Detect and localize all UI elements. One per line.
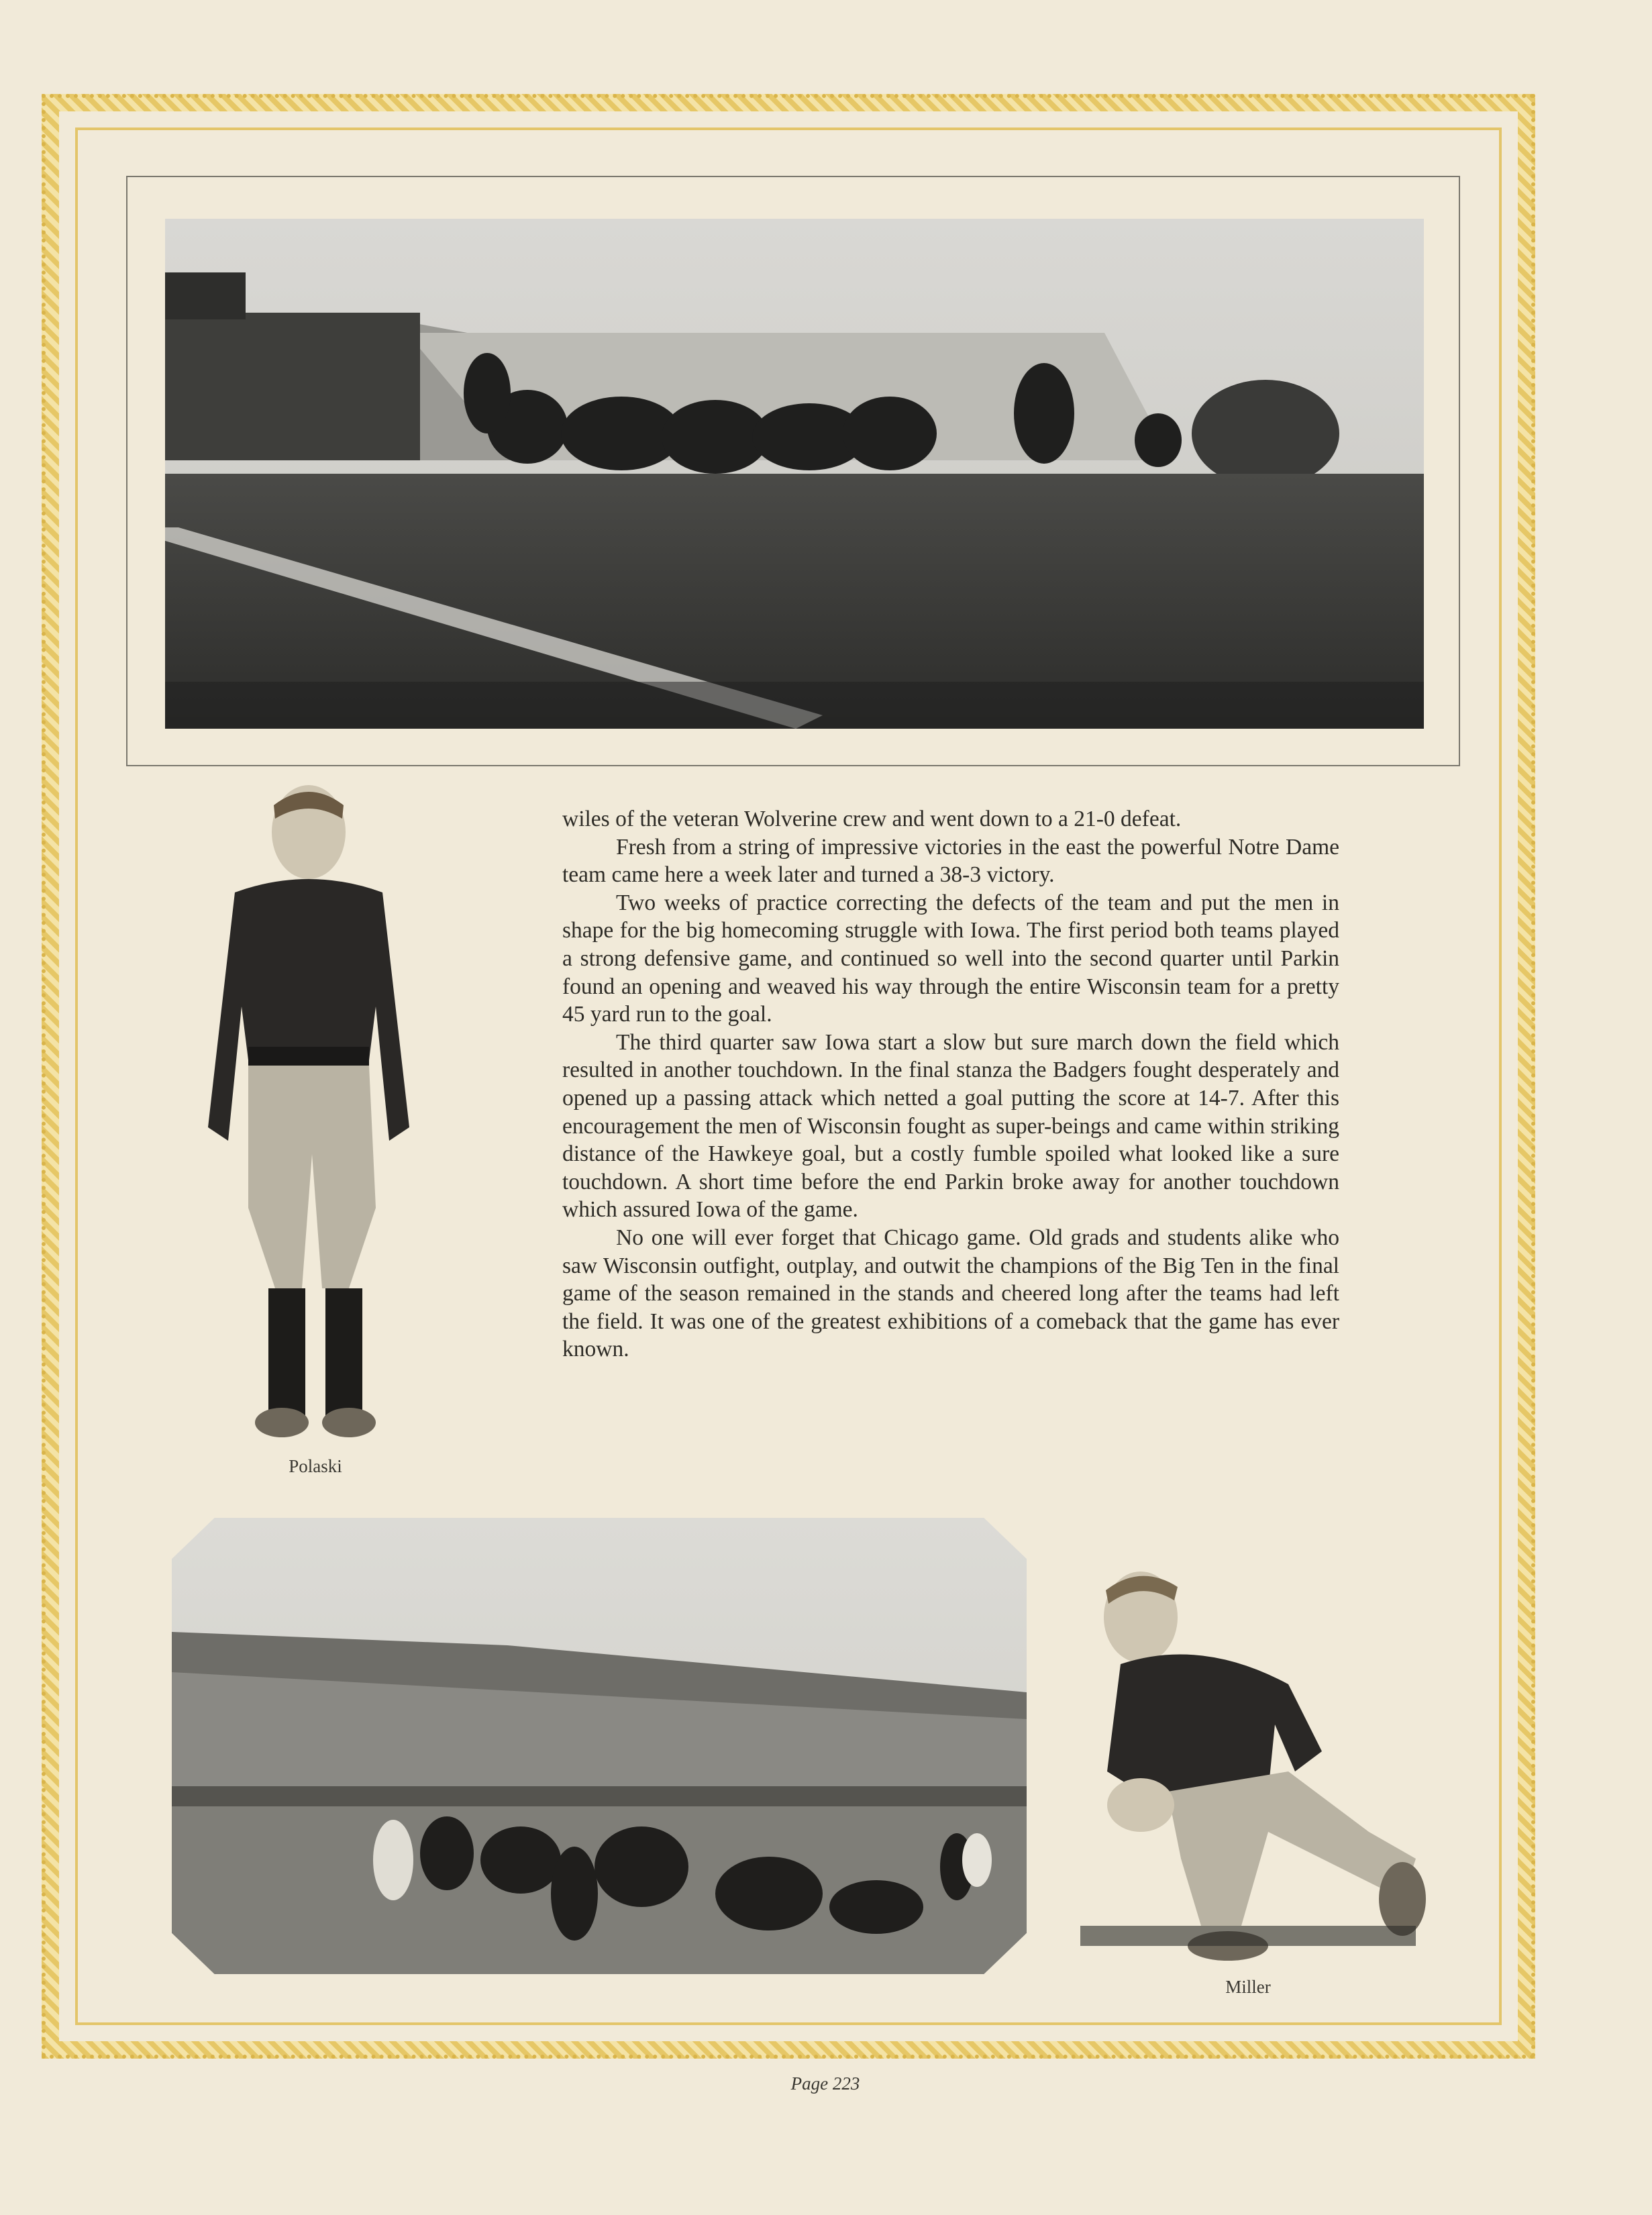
miller-caption: Miller (1225, 1977, 1271, 1997)
page-number: Page 223 (790, 2073, 860, 2094)
miller-portrait (1067, 1550, 1436, 1979)
football-game-photo-top (165, 219, 1424, 729)
polaski-portrait (195, 778, 423, 1449)
paragraph: No one will ever forget that Chicago game. Old grads and students alike who saw Wisconsin outfight, outplay, and outwit the champions of the Big Ten in the final game of the season remained in the stands and cheered long after the teams had left the field. It was one of the greatest exhibitions of a comeback that the game has ever known. (562, 1225, 1339, 1362)
polaski-caption: Polaski (289, 1456, 342, 1476)
article-text (562, 805, 1339, 1363)
paragraph: The third quarter saw Iowa start a slow but sure march down the field which resulted in another touchdown. In the final stanza the Badgers fought desperately and opened up a passing attack which netted a goal putting the score at 14-7. After this encouragement the men of Wisconsin fought as super-beings and came within striking distance of the Hawkeye goal, but a costly fumble spoiled what looked like a sure touchdown. A short time before the end Parkin broke away for another touchdown which assured Iowa of the game. (562, 1029, 1339, 1223)
paragraph: Fresh from a string of impressive victories in the east the powerful Notre Dame team came here a week later and turned a 38-3 victory. (562, 834, 1339, 888)
paragraph: Two weeks of practice correcting the defects of the team and put the men in shape for the big homecoming struggle with Iowa. The first period both teams played a strong defensive game, and continued so well into the second quarter until Parkin found an opening and weaved his way through the entire Wisconsin team for a pretty 45 yard run to the goal. (562, 890, 1339, 1027)
football-game-photo-bottom (172, 1518, 1027, 1974)
paragraph: wiles of the veteran Wolverine crew and went down to a 21-0 defeat. (562, 807, 1182, 831)
